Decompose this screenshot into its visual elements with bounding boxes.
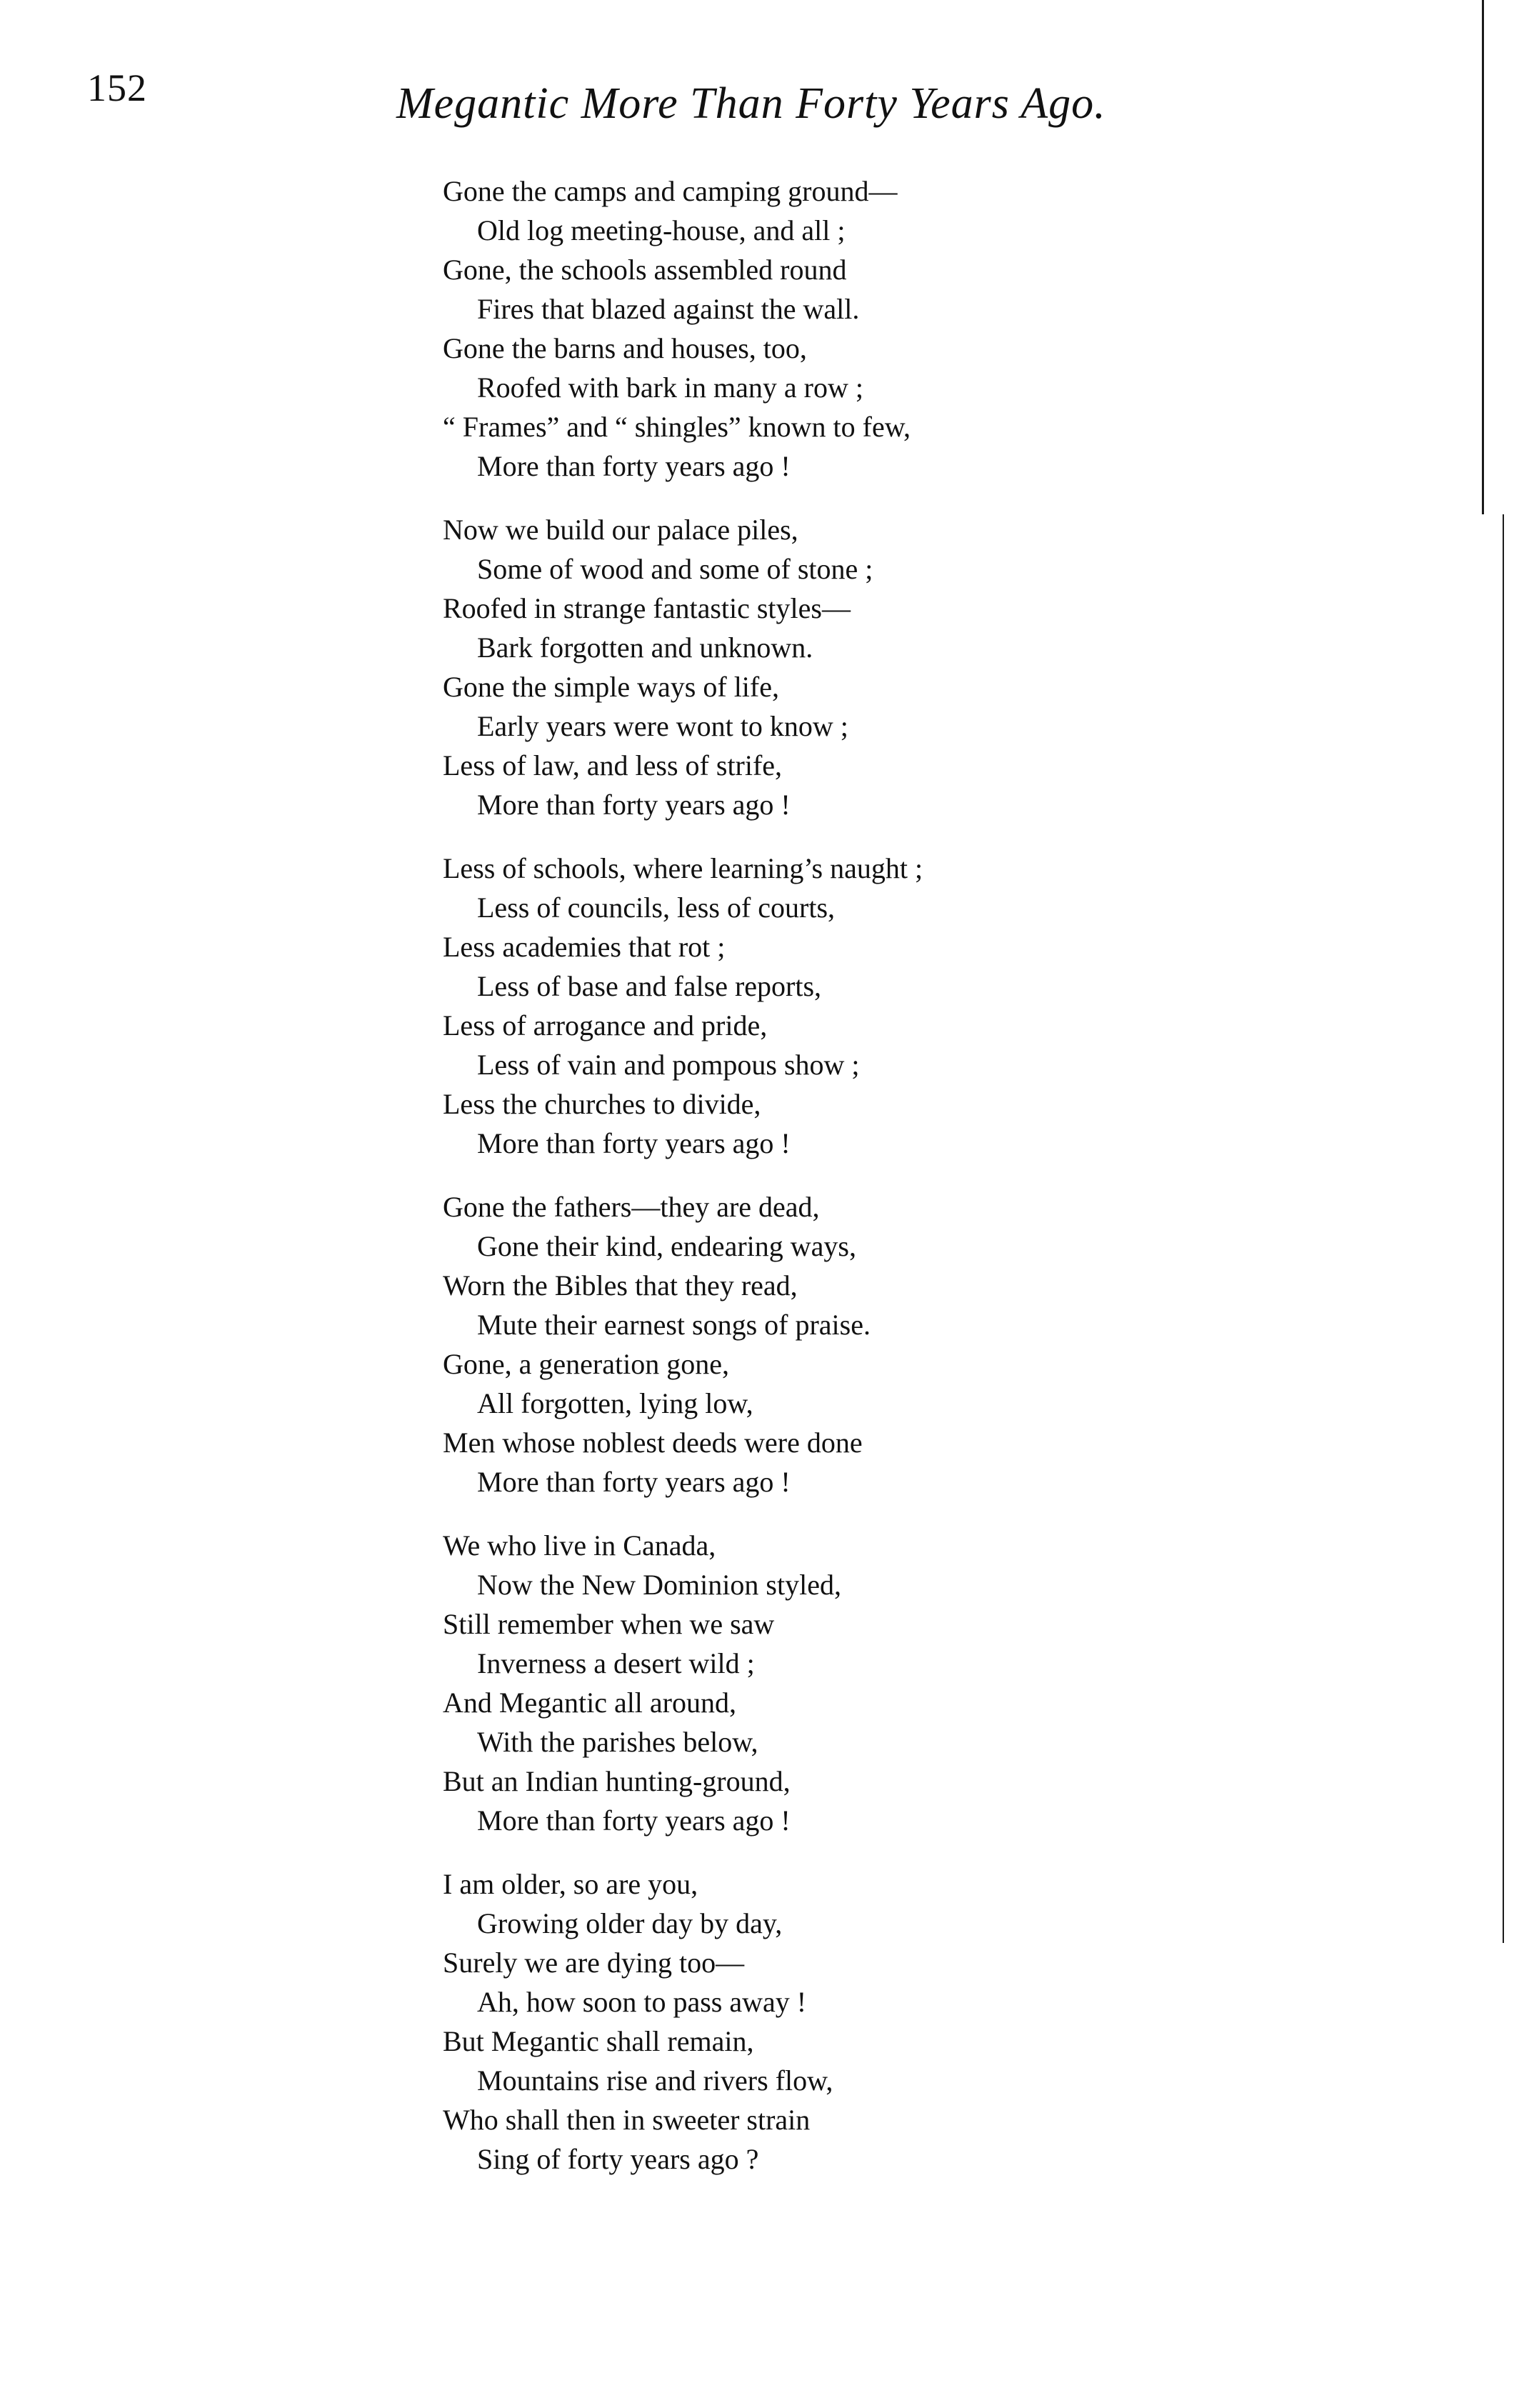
poem-line: Less of arrogance and pride,: [443, 1009, 768, 1041]
poem-line: And Megantic all around,: [443, 1687, 736, 1719]
poem-line: Some of wood and some of stone ;: [477, 553, 873, 585]
poem-line: Gone the barns and houses, too,: [443, 332, 807, 364]
poem-line: Less the churches to divide,: [443, 1088, 761, 1120]
stanza-3: [443, 849, 1300, 1163]
poem-line: Still remember when we saw: [443, 1608, 775, 1640]
poem-line: Less of vain and pompous show ;: [477, 1049, 860, 1081]
stanza-4: [443, 1187, 1300, 1502]
poem-line: Mute their earnest songs of praise.: [477, 1309, 871, 1341]
poem-line: More than forty years ago !: [477, 789, 791, 821]
stanza-1: [443, 171, 1300, 486]
poem-line: All forgotten, lying low,: [477, 1387, 753, 1419]
stanza-6: [443, 1864, 1300, 2179]
poem-line: Surely we are dying too—: [443, 1947, 745, 1979]
poem-line: Bark forgotten and unknown.: [477, 631, 813, 664]
poem-line: We who live in Canada,: [443, 1529, 716, 1562]
page-edge-rule: [1503, 514, 1504, 1943]
running-head: Megantic More Than Forty Years Ago.: [396, 79, 1106, 128]
poem-line: Less of law, and less of strife,: [443, 749, 783, 781]
poem-line: Men whose noblest deeds were done: [443, 1427, 863, 1459]
poem-line: Worn the Bibles that they read,: [443, 1269, 798, 1302]
poem-line: Less of base and false reports,: [477, 970, 822, 1002]
poem-line: Ah, how soon to pass away !: [477, 1986, 807, 2018]
poem-line: More than forty years ago !: [477, 450, 791, 482]
page-number: 152: [87, 66, 147, 109]
poem-line: Gone the simple ways of life,: [443, 671, 779, 703]
poem-line: Less of schools, where learning’s naught ;: [443, 852, 923, 884]
poem-line: Less academies that rot ;: [443, 931, 726, 963]
poem-line: Gone, the schools assembled round: [443, 254, 847, 286]
poem-line: But Megantic shall remain,: [443, 2025, 754, 2057]
poem-line: Roofed with bark in many a row ;: [477, 371, 863, 404]
poem-line: Early years were wont to know ;: [477, 710, 848, 742]
poem-line: Less of councils, less of courts,: [477, 891, 836, 924]
poem-line: With the parishes below,: [477, 1726, 758, 1758]
poem-line: Gone the camps and camping ground—: [443, 175, 898, 207]
poem-line: Gone the fathers—they are dead,: [443, 1191, 820, 1223]
poem-line: But an Indian hunting-ground,: [443, 1765, 791, 1797]
poem-line: Now we build our palace piles,: [443, 514, 798, 546]
poem-line: Inverness a desert wild ;: [477, 1647, 755, 1679]
poem-line: “ Frames” and “ shingles” known to few,: [443, 411, 911, 443]
page-edge-rule: [1482, 0, 1484, 514]
poem-line: I am older, so are you,: [443, 1868, 698, 1900]
poem-line: Who shall then in sweeter strain: [443, 2104, 811, 2136]
poem: [443, 171, 1300, 2203]
poem-line: Old log meeting-house, and all ;: [477, 214, 846, 246]
poem-line: Fires that blazed against the wall.: [477, 293, 860, 325]
poem-line: More than forty years ago !: [477, 1804, 791, 1837]
poem-line: Growing older day by day,: [477, 1907, 783, 1939]
poem-line: Sing of forty years ago ?: [477, 2143, 759, 2175]
poem-line: More than forty years ago !: [477, 1466, 791, 1498]
poem-line: Roofed in strange fantastic styles—: [443, 592, 851, 624]
poem-line: Gone their kind, endearing ways,: [477, 1230, 856, 1262]
poem-line: Gone, a generation gone,: [443, 1348, 729, 1380]
poem-line: More than forty years ago !: [477, 1127, 791, 1159]
stanza-2: [443, 510, 1300, 824]
stanza-5: [443, 1526, 1300, 1840]
poem-line: Now the New Dominion styled,: [477, 1569, 841, 1601]
poem-line: Mountains rise and rivers flow,: [477, 2064, 833, 2097]
